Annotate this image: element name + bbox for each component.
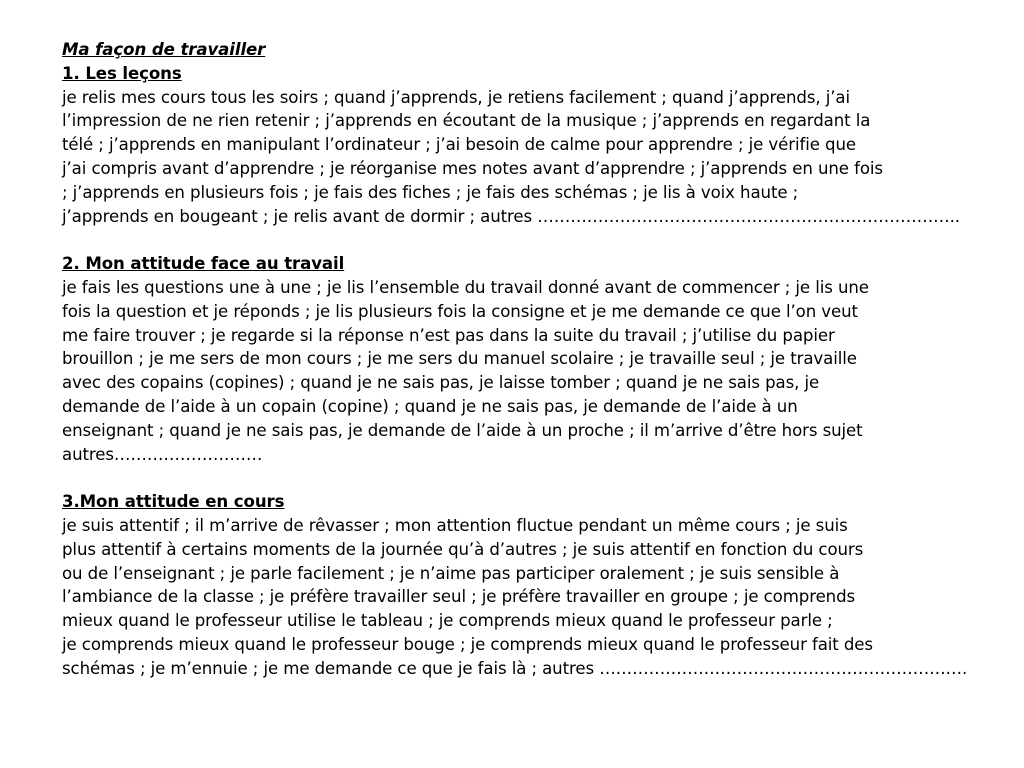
paragraph-line: je comprends mieux quand le professeur bouge ; je comprends mieux quand le professeur fait des xyxy=(62,634,873,654)
paragraph-line: plus attentif à certains moments de la journée qu’à d’autres ; je suis attentif en fonction du cours xyxy=(62,539,864,559)
section-lecons xyxy=(62,62,962,229)
paragraph-line: télé ; j’apprends en manipulant l’ordinateur ; j’ai besoin de calme pour apprendre ; je vérifie que xyxy=(62,135,856,155)
paragraph-line: j’ai compris avant d’apprendre ; je réorganise mes notes avant d’apprendre ; j’apprends en une fois xyxy=(62,158,883,178)
paragraph-line: je fais les questions une à une ; je lis l’ensemble du travail donné avant de commencer ; je lis une xyxy=(62,277,869,297)
section-heading-lecons: 1. Les leçons xyxy=(62,63,182,83)
paragraph-line: ou de l’enseignant ; je parle facilement ; je n’aime pas participer oralement ; je suis sensible à xyxy=(62,563,840,583)
document-title: Ma façon de travailler xyxy=(62,40,266,59)
paragraph-line: demande de l’aide à un copain (copine) ; quand je ne sais pas, je demande de l’aide à un xyxy=(62,396,798,416)
paragraph-line: me faire trouver ; je regarde si la réponse n’est pas dans la suite du travail ; j’utilise du papier xyxy=(62,325,835,345)
paragraph-line: enseignant ; quand je ne sais pas, je demande de l’aide à un proche ; il m’arrive d’être hors sujet xyxy=(62,420,863,440)
section-attitude-cours xyxy=(62,490,968,680)
section-attitude-travail xyxy=(62,252,962,466)
paragraph-line: ; j’apprends en plusieurs fois ; je fais des fiches ; je fais des schémas ; je lis à voix haute ; xyxy=(62,182,799,202)
paragraph-line: avec des copains (copines) ; quand je ne sais pas, je laisse tomber ; quand je ne sais pas, je xyxy=(62,373,820,393)
paragraph-line: je relis mes cours tous les soirs ; quand j’apprends, je retiens facilement ; quand j’apprends, j’ai xyxy=(62,87,851,107)
paragraph-line: l’ambiance de la classe ; je préfère travailler seul ; je préfère travailler en groupe ; je comprends xyxy=(62,587,856,607)
paragraph-line: fois la question et je réponds ; je lis plusieurs fois la consigne et je me demande ce que l’on veut xyxy=(62,301,858,321)
section-heading-attitude-travail: 2. Mon attitude face au travail xyxy=(62,254,345,274)
section-heading-attitude-cours: 3.Mon attitude en cours xyxy=(62,492,285,512)
document-page xyxy=(62,38,968,681)
paragraph-line: j’apprends en bougeant ; je relis avant de dormir ; autres ………………………………………………………………….. xyxy=(62,206,960,226)
paragraph-line: brouillon ; je me sers de mon cours ; je me sers du manuel scolaire ; je travaille seul ; je travaille xyxy=(62,349,857,369)
paragraph-line: schémas ; je m’ennuie ; je me demande ce que je fais là ; autres …………………………………………………………. xyxy=(62,658,968,678)
paragraph-line: je suis attentif ; il m’arrive de rêvasser ; mon attention fluctue pendant un même cours ; je suis xyxy=(62,515,848,535)
paragraph-line: mieux quand le professeur utilise le tableau ; je comprends mieux quand le professeur parle ; xyxy=(62,611,833,631)
paragraph-line: l’impression de ne rien retenir ; j’apprends en écoutant de la musique ; j’apprends en regardant la xyxy=(62,111,871,131)
spacer xyxy=(62,228,962,252)
paragraph-line: autres……………………… xyxy=(62,444,263,464)
spacer xyxy=(62,466,962,490)
